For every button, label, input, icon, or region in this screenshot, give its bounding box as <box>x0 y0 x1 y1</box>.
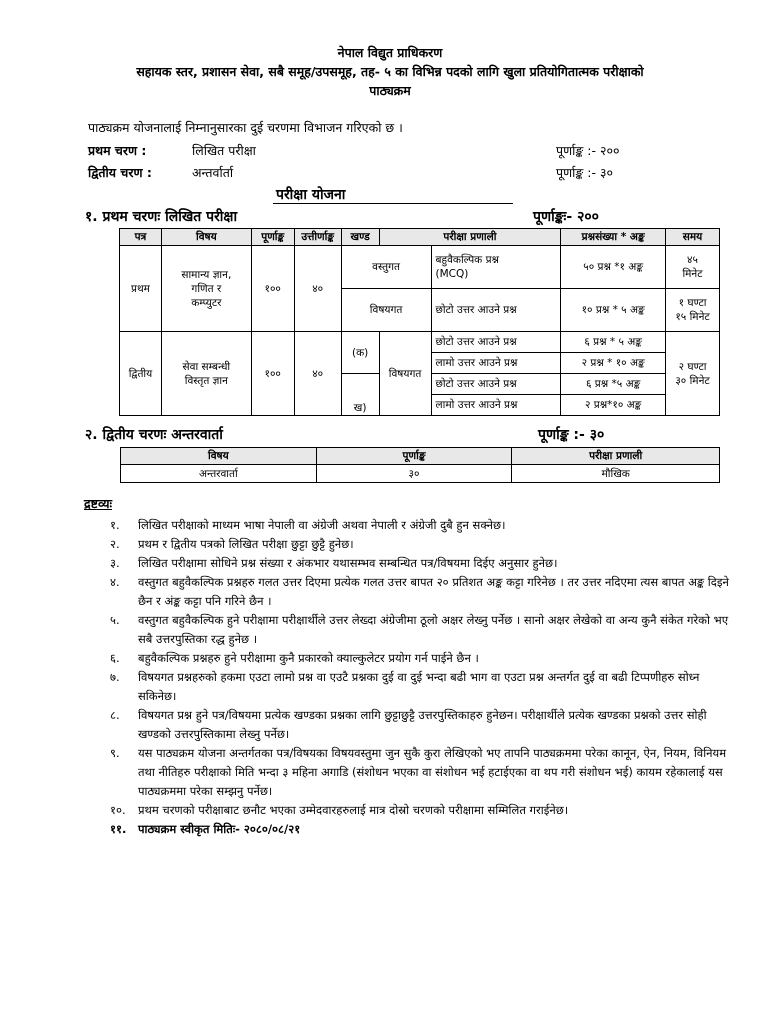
time-line: २ घण्टा <box>678 360 707 373</box>
note-number: २. <box>110 537 120 551</box>
note-number: ११. <box>110 822 127 836</box>
note-text: वस्तुगत बहुवैकल्पिक प्रश्नहरु गलत उत्तर दिएमा प्रत्येक गलत उत्तर बापत २० प्रतिशत अङ्क कट्टा गरिनेछ । तर उत्तर नदिएमा त्यस बापत अङ्क दिइने छैन र अंङ्क कट्टा पनि गरिने छैन । <box>138 575 729 608</box>
paper2-section-a: (क) <box>341 332 379 374</box>
paper1-objective-type: वस्तुगत <box>341 246 431 289</box>
list-item <box>110 554 730 573</box>
col-exam-method: परीक्षा प्रणाली <box>379 229 561 246</box>
col-subject: विषय <box>121 448 317 465</box>
paper2-method: छोटो उत्तर आउने प्रश्न <box>431 374 561 395</box>
paper1-name: प्रथम <box>120 246 162 332</box>
method-line: बहुवैकल्पिक प्रश्न <box>435 254 499 266</box>
note-text: विषयगत प्रश्न हुने पत्र/विषयमा प्रत्येक खण्डका प्रश्नका लागि छुट्टाछुट्टै उत्तरपुस्तिकाहरु हुनेछन। परीक्षार्थीले प्रत्येक खण्डका प्रश्नको उत्तर सोही खण्डको उत्तरपुस्तिकामा लेख्नु पर्नेछ। <box>138 708 707 741</box>
schedule-title: परीक्षा योजना <box>276 187 346 203</box>
col-full-marks: पूर्णाङ्क <box>251 229 294 246</box>
paper2-time <box>666 332 720 416</box>
paper2-qm: २ प्रश्न * १० अङ्क <box>561 353 666 374</box>
paper2-method: लामो उत्तर आउने प्रश्न <box>431 395 561 416</box>
paper1-subjective-type: विषयगत <box>341 289 431 332</box>
paper2-method: लामो उत्तर आउने प्रश्न <box>431 353 561 374</box>
phase1-marks: पूर्णाङ्क :- २०० <box>556 143 620 158</box>
time-line: मिनेट <box>682 268 703 280</box>
note-number: ६. <box>110 651 120 665</box>
col-time: समय <box>666 229 720 246</box>
notes-title: द्रष्टव्यः <box>84 496 112 511</box>
paper1-subjective-qm: १० प्रश्न * ५ अङ्क <box>561 289 666 332</box>
note-text: लिखित परीक्षामा सोधिने प्रश्न संख्या र अंकभार यथासम्भव सम्बन्धित पत्र/विषयमा दिईए अनुसार हुनेछ। <box>138 556 558 570</box>
table-row <box>121 465 720 483</box>
interview-marks: ३० <box>316 465 512 483</box>
paper2-subject-line: विस्तृत ज्ञान <box>184 374 228 387</box>
paper2-qm: ६ प्रश्न * ५ अङ्क <box>561 332 666 353</box>
note-text: प्रथम चरणको परीक्षाबाट छनौट भएका उम्मेदवारहरुलाई मात्र दोस्रो चरणको परीक्षामा सम्मिलित गराईनेछ। <box>138 803 569 817</box>
note-text: लिखित परीक्षाको माध्यम भाषा नेपाली वा अंग्रेजी अथवा नेपाली र अंग्रेजी दुबै हुन सक्नेछ। <box>138 518 506 532</box>
note-number: ३. <box>110 556 120 570</box>
time-line: ३० मिनेट <box>675 374 710 387</box>
phase1-label: प्रथम चरण : <box>88 143 147 158</box>
phase2-marks: पूर्णाङ्क :- ३० <box>556 165 613 180</box>
list-item <box>110 649 730 668</box>
notes-list <box>110 516 730 839</box>
paper1-subjective-time <box>666 289 720 332</box>
paper2-subject-line: सेवा सम्बन्धी <box>182 360 231 373</box>
note-text: पाठ्यक्रम स्वीकृत मितिः- २०८०/०८/२१ <box>138 822 301 836</box>
note-number: ९. <box>110 746 120 760</box>
list-item <box>110 535 730 554</box>
paper1-full-marks: १०० <box>251 246 294 332</box>
col-subject: विषय <box>161 229 251 246</box>
table-header-row <box>121 448 720 465</box>
phase2-name: अन्तर्वार्ता <box>192 165 234 180</box>
note-number: १०. <box>110 803 126 817</box>
phase2-label: द्वितीय चरण : <box>88 165 152 180</box>
list-item <box>110 611 730 649</box>
phase1-name: लिखित परीक्षा <box>192 143 256 158</box>
time-line: १ घण्टा <box>678 297 707 309</box>
table-header-row <box>120 229 720 246</box>
list-item <box>110 573 730 611</box>
col-paper: पत्र <box>120 229 162 246</box>
note-number: ८. <box>110 708 120 722</box>
table-row <box>120 246 720 289</box>
section1-title: १. प्रथम चरणः लिखित परीक्षा <box>85 209 238 225</box>
table-row <box>120 332 720 353</box>
paper1-subject <box>161 246 251 332</box>
note-text: बहुवैकल्पिक प्रश्नहरु हुने परीक्षामा कुनै प्रकारको क्याल्कुलेटर प्रयोग गर्न पाईने छैन । <box>138 651 479 665</box>
paper2-name: द्वितीय <box>120 332 162 416</box>
note-text: विषयगत प्रश्नहरुको हकमा एउटा लामो प्रश्न वा एउटै प्रश्नका दुई वा दुई भन्दा बढी भाग वा एउटा प्रश्न अन्तर्गत दुई वा बढी टिप्पणीहरु सोध्न सकिनेछ। <box>138 670 700 703</box>
org-title: नेपाल विद्युत प्राधिकरण <box>337 45 443 60</box>
paper2-section-b: ख) <box>341 374 379 416</box>
note-number: ५. <box>110 613 120 627</box>
paper2-method: छोटो उत्तर आउने प्रश्न <box>431 332 561 353</box>
col-exam-method: परीक्षा प्रणाली <box>512 448 720 465</box>
paper1-subject-line: कम्प्युटर <box>191 296 222 309</box>
paper2-type: विषयगत <box>379 332 431 416</box>
col-section: खण्ड <box>341 229 379 246</box>
paper1-pass-marks: ४० <box>294 246 341 332</box>
intro-text: पाठ्यक्रम योजनालाई निम्नानुसारका दुई चरणमा विभाजन गरिएको छ । <box>88 120 403 135</box>
note-number: १. <box>110 518 120 532</box>
paper2-qm: २ प्रश्न*१० अङ्क <box>561 395 666 416</box>
list-item <box>110 668 730 706</box>
col-full-marks: पूर्णाङ्क <box>316 448 512 465</box>
col-questions-marks: प्रश्नसंख्या * अङ्क <box>561 229 666 246</box>
interview-subject: अन्तरवार्ता <box>121 465 317 483</box>
paper2-subject <box>161 332 251 416</box>
paper1-subjective-method: छोटो उत्तर आउने प्रश्न <box>431 289 561 332</box>
method-line: (MCQ) <box>435 268 469 280</box>
interview-table <box>120 447 720 483</box>
paper1-objective-time <box>666 246 720 289</box>
time-line: १५ मिनेट <box>675 311 710 323</box>
section2-marks: पूर्णाङ्क :- ३० <box>538 427 605 443</box>
paper2-full-marks: १०० <box>251 332 294 416</box>
list-item <box>110 516 730 535</box>
list-item <box>110 744 730 801</box>
note-text: प्रथम र द्वितीय पत्रको लिखित परीक्षा छुट्टा छुट्टै हुनेछ। <box>138 537 354 551</box>
paper1-subject-line: गणित र <box>191 282 222 295</box>
note-number: ७. <box>110 670 120 684</box>
written-exam-table <box>119 228 720 416</box>
time-line: ४५ <box>687 254 698 266</box>
interview-method: मौखिक <box>512 465 720 483</box>
list-item <box>110 820 730 839</box>
doc-type: पाठ्यक्रम <box>369 83 411 98</box>
list-item <box>110 706 730 744</box>
paper1-objective-method <box>431 246 561 289</box>
note-text: वस्तुगत बहुवैकल्पिक हुने परीक्षामा परीक्षार्थीले उत्तर लेख्दा अंग्रेजीमा ठूलो अक्षर लेख्नु पर्नेछ । सानो अक्षर लेखेको वा अन्य कुनै संकेत गरेको भए सबै उत्तरपुस्तिका रद्ध हुनेछ । <box>138 613 729 646</box>
schedule-underline <box>273 203 513 204</box>
paper2-pass-marks: ४० <box>294 332 341 416</box>
paper2-qm: ६ प्रश्न *५ अङ्क <box>561 374 666 395</box>
paper1-objective-qm: ५० प्रश्न *१ अङ्क <box>561 246 666 289</box>
note-text: यस पाठ्यक्रम योजना अन्तर्गतका पत्र/विषयका विषयवस्तुमा जुन सुकै कुरा लेखिएको भए तापनि पाठ्यक्रममा परेका कानून, ऐन, नियम, विनियम तथा नीतिहरु परीक्षाको मिति भन्दा ३ महिना अगाडि (संशोधन भएका वा संशोधन भई हटाईएका वा थप गरी संशोधन भई) कायम रहेकालाई यस पाठ्यक्रममा परेका सम्झनु पर्नेछ। <box>138 746 727 798</box>
paper1-subject-line: सामान्य ज्ञान, <box>181 268 232 281</box>
section2-title: २. द्वितीय चरणः अन्तरवार्ता <box>85 427 223 443</box>
col-pass-marks: उत्तीर्णाङ्क <box>294 229 341 246</box>
note-number: ४. <box>110 575 120 589</box>
section1-marks: पूर्णाङ्कः- २०० <box>533 209 599 225</box>
list-item <box>110 801 730 820</box>
doc-subtitle: सहायक स्तर, प्रशासन सेवा, सबै समूह/उपसमूह, तह- ५ का विभिन्न पदको लागि खुला प्रतियोगितात्मक परीक्षाको <box>136 64 644 79</box>
